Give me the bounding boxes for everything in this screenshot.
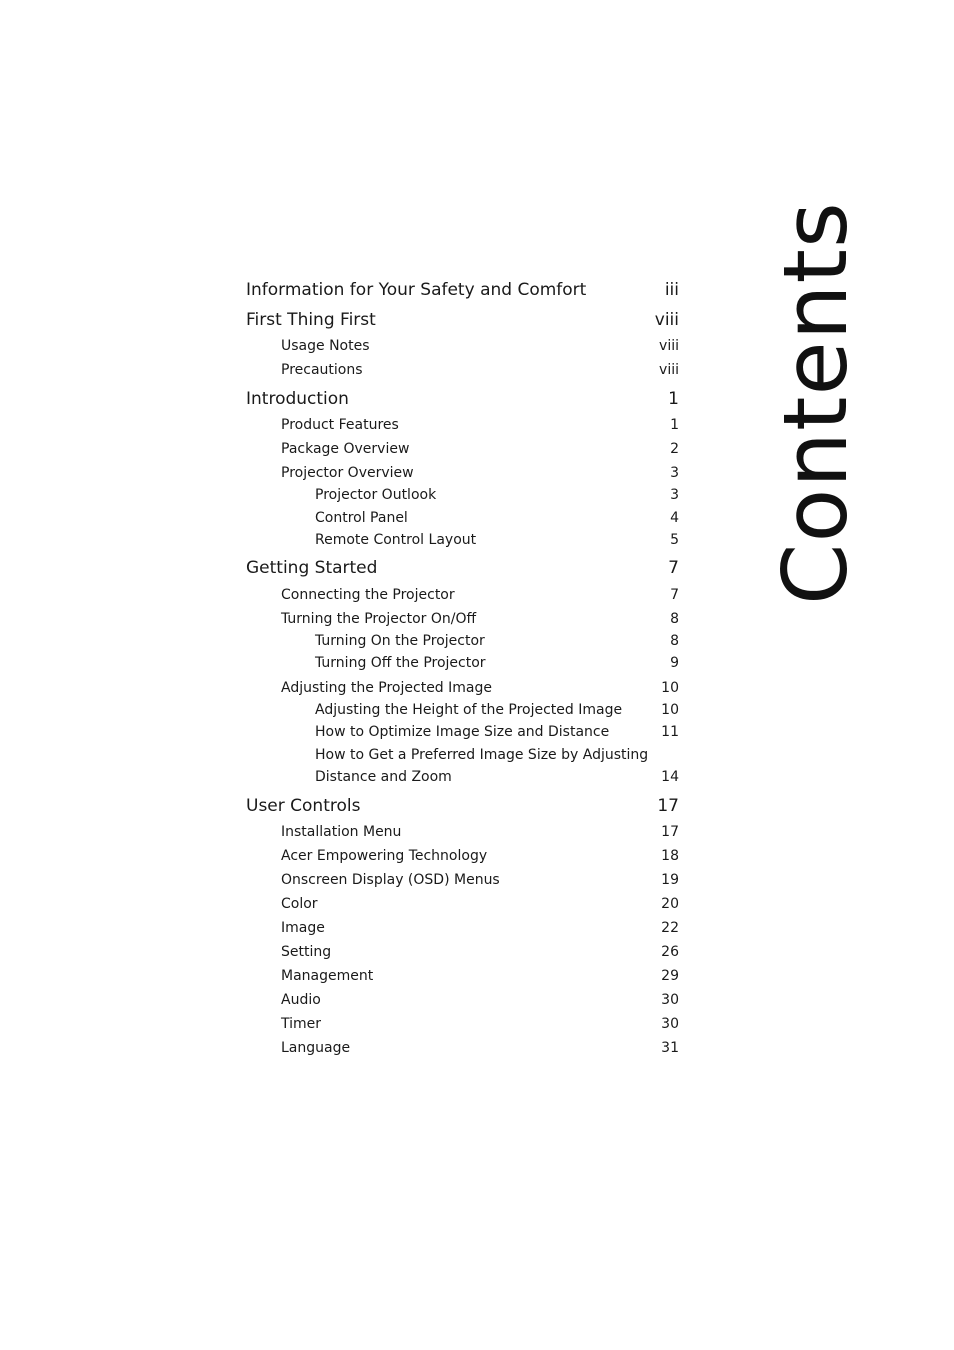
toc-entry-level-2[interactable] — [281, 612, 679, 632]
toc-entry-label: Package Overview — [281, 441, 410, 457]
toc-entry-page-number: 22 — [661, 920, 679, 936]
toc-entry-page-number: 30 — [661, 1016, 679, 1032]
toc-entry-label: Projector Outlook — [315, 487, 437, 503]
toc-entry-label: Projector Overview — [281, 465, 414, 481]
toc-entry-label: Image — [281, 920, 325, 936]
toc-entry-label: Audio — [281, 992, 321, 1008]
toc-entry-page-number: 4 — [670, 510, 679, 526]
toc-entry-level-2[interactable] — [281, 1017, 679, 1037]
toc-entry-page-number: 2 — [670, 441, 679, 457]
toc-entry-label: Setting — [281, 944, 332, 960]
toc-entry-level-3[interactable] — [315, 748, 679, 768]
toc-entry-level-2[interactable] — [281, 921, 679, 941]
toc-entry-label: Onscreen Display (OSD) Menus — [281, 872, 500, 888]
toc-entry-page-number: iii — [664, 280, 679, 300]
toc-entry-level-1[interactable] — [246, 391, 679, 411]
toc-entry-level-3[interactable] — [315, 703, 679, 723]
toc-entry-level-2[interactable] — [281, 466, 679, 486]
toc-entry-label: Timer — [281, 1016, 322, 1032]
toc-entry-page-number: 18 — [661, 848, 679, 864]
toc-entry-label: First Thing First — [246, 310, 376, 330]
toc-entry-level-1[interactable] — [246, 282, 679, 302]
toc-entry-label: How to Optimize Image Size and Distance — [315, 724, 610, 740]
toc-entry-label: Turning the Projector On/Off — [281, 611, 477, 627]
toc-entry-level-2[interactable] — [281, 897, 679, 917]
toc-entry-label: Installation Menu — [281, 824, 402, 840]
toc-entry-label: Color — [281, 896, 318, 912]
toc-entry-label: User Controls — [246, 796, 361, 816]
toc-entry-page-number: 9 — [670, 655, 679, 671]
toc-entry-page-number: 10 — [661, 702, 679, 718]
toc-entry-page-number: 1 — [670, 417, 679, 433]
toc-entry-level-1[interactable] — [246, 560, 679, 580]
toc-entry-page-number: 17 — [657, 796, 679, 816]
toc-entry-label: Usage Notes — [281, 338, 370, 354]
toc-entry-level-3[interactable] — [315, 770, 679, 790]
toc-entry-page-number: 7 — [670, 587, 679, 603]
toc-entry-label: Information for Your Safety and Comfort — [246, 280, 587, 300]
toc-entry-label: Turning On the Projector — [315, 633, 485, 649]
toc-entry-page-number: viii — [659, 338, 679, 354]
toc-entry-level-3[interactable] — [315, 634, 679, 654]
toc-entry-label: Acer Empowering Technology — [281, 848, 488, 864]
toc-entry-label: Management — [281, 968, 374, 984]
toc-entry-page-number: 26 — [661, 944, 679, 960]
toc-entry-label: Introduction — [246, 389, 349, 409]
toc-entry-label: Control Panel — [315, 510, 408, 526]
toc-entry-level-1[interactable] — [246, 312, 679, 332]
toc-entry-label: Connecting the Projector — [281, 587, 455, 603]
toc-entry-level-2[interactable] — [281, 442, 679, 462]
toc-entry-label: Remote Control Layout — [315, 532, 477, 548]
toc-entry-page-number: 14 — [661, 769, 679, 785]
toc-entry-page-number: 19 — [661, 872, 679, 888]
toc-entry-page-number: 17 — [661, 824, 679, 840]
toc-entry-label: Adjusting the Projected Image — [281, 680, 492, 696]
toc-entry-page-number: 20 — [661, 896, 679, 912]
toc-entry-label: Adjusting the Height of the Projected Image — [315, 702, 623, 718]
toc-entry-page-number: 8 — [670, 611, 679, 627]
toc-entry-label: Language — [281, 1040, 351, 1056]
toc-entry-page-number: 29 — [661, 968, 679, 984]
toc-entry-page-number: 31 — [661, 1040, 679, 1056]
toc-entry-level-3[interactable] — [315, 511, 679, 531]
toc-entry-page-number: viii — [659, 362, 679, 378]
toc-entry-level-3[interactable] — [315, 533, 679, 553]
toc-entry-level-2[interactable] — [281, 588, 679, 608]
toc-entry-page-number: 10 — [661, 680, 679, 696]
toc-entry-label: Turning Off the Projector — [315, 655, 486, 671]
toc-entry-level-2[interactable] — [281, 681, 679, 701]
toc-entry-level-3[interactable] — [315, 656, 679, 676]
toc-entry-page-number: 3 — [670, 487, 679, 503]
toc-entry-page-number: viii — [654, 310, 679, 330]
toc-entry-level-2[interactable] — [281, 993, 679, 1013]
toc-entry-page-number: 7 — [668, 558, 679, 578]
toc-entry-level-2[interactable] — [281, 418, 679, 438]
toc-entry-level-3[interactable] — [315, 488, 679, 508]
toc-entry-level-2[interactable] — [281, 945, 679, 965]
toc-entry-page-number: 11 — [661, 724, 679, 740]
toc-entry-page-number: 30 — [661, 992, 679, 1008]
toc-entry-level-3[interactable] — [315, 725, 679, 745]
toc-entry-level-2[interactable] — [281, 849, 679, 869]
toc-entry-level-2[interactable] — [281, 825, 679, 845]
toc-entry-page-number: 3 — [670, 465, 679, 481]
toc-entry-level-2[interactable] — [281, 1041, 679, 1061]
toc-entry-label: Getting Started — [246, 558, 378, 578]
toc-entry-page-number: 8 — [670, 633, 679, 649]
contents-title: Contents — [764, 201, 867, 605]
toc-entry-label: How to Get a Preferred Image Size by Adjusting — [315, 747, 649, 763]
toc-entry-level-1[interactable] — [246, 798, 679, 818]
toc-entry-page-number: 1 — [668, 389, 679, 409]
toc-entry-label: Product Features — [281, 417, 399, 433]
toc-entry-label: Precautions — [281, 362, 363, 378]
toc-entry-page-number: 5 — [670, 532, 679, 548]
toc-entry-level-2[interactable] — [281, 873, 679, 893]
toc-entry-level-2[interactable] — [281, 969, 679, 989]
toc-entry-label: Distance and Zoom — [315, 769, 452, 785]
toc-entry-level-2[interactable] — [281, 339, 679, 359]
toc-entry-level-2[interactable] — [281, 363, 679, 383]
